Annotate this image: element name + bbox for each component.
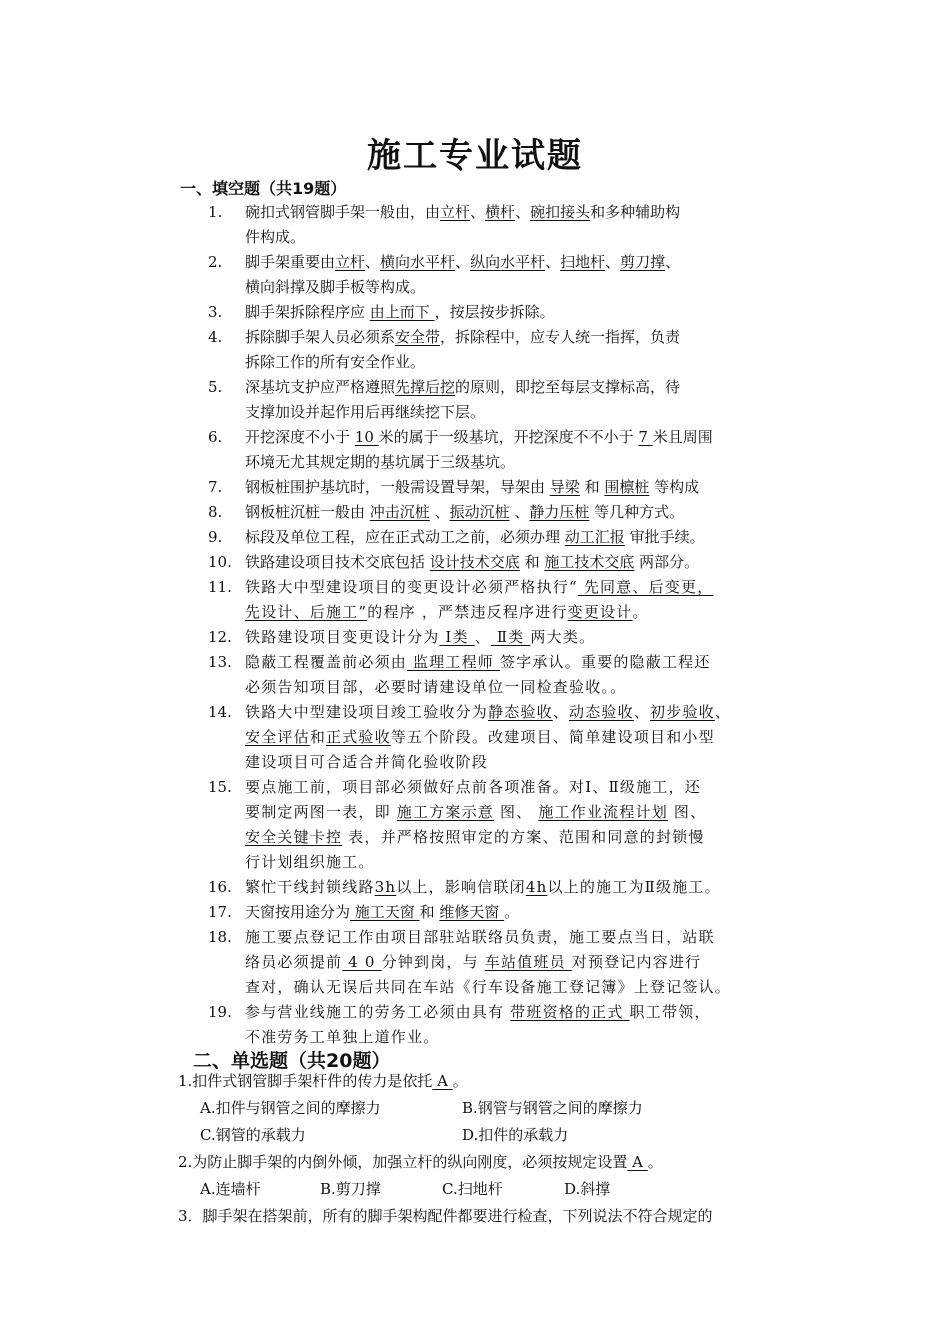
question-text-segment: 要点施工前，项目部必须做好点前各项准备。对Ⅰ、Ⅱ级施工，还 bbox=[245, 778, 701, 796]
question-text-segment: 两大类。 bbox=[530, 628, 596, 646]
mc-option-row bbox=[178, 1122, 838, 1149]
question-number bbox=[208, 225, 245, 250]
answer-blank: 立杆 bbox=[440, 203, 471, 221]
stem-text: 2.为防止脚手架的内倒外倾，加强立杆的纵向刚度，必须按规定设置 bbox=[178, 1153, 628, 1171]
mc-option-row bbox=[178, 1095, 838, 1122]
question-text bbox=[245, 375, 828, 400]
question-text-segment: 络员必须提前 bbox=[245, 953, 343, 971]
question-number bbox=[208, 950, 245, 975]
question-text bbox=[245, 325, 828, 350]
question-text-segment: 开挖深度不小于 bbox=[245, 428, 355, 446]
question-text-segment: 横向斜撑及脚手板等构成。 bbox=[245, 278, 426, 296]
answer-blank: 维修天窗 bbox=[439, 903, 505, 921]
question-text bbox=[245, 875, 828, 900]
mc-option: D.斜撑 bbox=[564, 1180, 611, 1198]
fill-question-continuation bbox=[208, 850, 828, 875]
question-text-segment: 分钟到岗，与 bbox=[381, 953, 485, 971]
question-text-segment: 行计划组织施工。 bbox=[245, 853, 375, 871]
fill-question bbox=[208, 200, 828, 225]
question-text bbox=[245, 300, 828, 325]
question-number: 7. bbox=[208, 478, 223, 496]
question-text bbox=[245, 225, 828, 250]
question-text-segment: 、 bbox=[633, 703, 651, 721]
question-text bbox=[245, 625, 828, 650]
question-number bbox=[208, 600, 245, 625]
fill-question-continuation bbox=[208, 600, 828, 625]
answer-blank: 3h bbox=[374, 878, 397, 896]
question-number: 10. bbox=[208, 553, 232, 571]
question-text-segment: 、 bbox=[429, 503, 450, 521]
question-text-segment: 支撑加设并起作用后再继续挖下层。 bbox=[245, 403, 486, 421]
question-text-segment: 对预登记内容进行 bbox=[571, 953, 702, 971]
question-text-segment: ，拆除程中，应专人统一指挥，负责 bbox=[440, 328, 681, 346]
mc-option: D.扣件的承载力 bbox=[462, 1126, 569, 1144]
question-text-segment: 深基坑支护应严格遵照 bbox=[245, 378, 396, 396]
question-text-segment: 脚手架重要由 bbox=[245, 253, 336, 271]
question-text-segment: 图、 bbox=[493, 803, 539, 821]
fill-question-continuation bbox=[208, 725, 828, 750]
question-text-segment: 以上的施工为Ⅱ级施工。 bbox=[547, 878, 721, 896]
question-text-segment: 、 bbox=[665, 253, 681, 271]
question-text bbox=[245, 950, 828, 975]
question-number: 19. bbox=[208, 1003, 232, 1021]
answer-blank: 横杆 bbox=[485, 203, 516, 221]
question-text bbox=[245, 975, 828, 1000]
fill-question bbox=[208, 300, 828, 325]
fill-question bbox=[208, 625, 828, 650]
answer-blank: 横向水平杆 bbox=[380, 253, 456, 271]
question-text bbox=[245, 650, 828, 675]
question-text bbox=[245, 525, 828, 550]
question-text-segment: 和 bbox=[309, 728, 327, 746]
answer-blank: 施工方案示意 bbox=[396, 803, 494, 821]
question-text-segment: 标段及单位工程，应在正式动工之前，必须办理 bbox=[245, 528, 565, 546]
question-text-segment: 签字承认。重要的隐蔽工程还 bbox=[499, 653, 711, 671]
answer-blank: 碗扣接头 bbox=[530, 203, 591, 221]
question-text bbox=[245, 725, 828, 750]
fill-question-continuation bbox=[208, 950, 828, 975]
question-text-segment: 查对，确认无误后共同在车站《行车设备施工登记簿》上登记签认。 bbox=[245, 978, 732, 996]
fill-question bbox=[208, 425, 828, 450]
mc-question-stem bbox=[178, 1068, 838, 1095]
question-text-segment: 和 bbox=[519, 553, 545, 571]
question-text-segment: 、 bbox=[545, 253, 561, 271]
answer-blank: 施工天窗 bbox=[350, 903, 420, 921]
question-text bbox=[245, 600, 828, 625]
question-number: 9. bbox=[208, 528, 223, 546]
question-text-segment: 、 bbox=[714, 703, 732, 721]
answer-blank: 10 bbox=[354, 428, 379, 446]
question-text bbox=[245, 500, 828, 525]
question-text bbox=[245, 850, 828, 875]
question-text-segment: 脚手架拆除程序应 bbox=[245, 303, 370, 321]
question-text-segment: ，按层按步拆除。 bbox=[434, 303, 555, 321]
mc-option: A.连墙杆 bbox=[200, 1180, 261, 1198]
question-text-segment: 件构成。 bbox=[245, 228, 306, 246]
question-text bbox=[245, 750, 828, 775]
question-number bbox=[208, 450, 245, 475]
question-text bbox=[245, 275, 828, 300]
question-text-segment: 、 bbox=[552, 703, 570, 721]
fill-question bbox=[208, 525, 828, 550]
fill-question bbox=[208, 925, 828, 950]
question-number: 6. bbox=[208, 428, 223, 446]
stem-text: 。 bbox=[452, 1072, 468, 1090]
question-number: 5. bbox=[208, 378, 223, 396]
question-number: 15. bbox=[208, 778, 232, 796]
answer-blank: Ⅱ类 bbox=[490, 628, 531, 646]
question-text-segment: 要制定两图一表，即 bbox=[245, 803, 397, 821]
question-text bbox=[245, 550, 828, 575]
fill-question-continuation bbox=[208, 225, 828, 250]
question-text bbox=[245, 475, 828, 500]
question-text bbox=[245, 200, 828, 225]
page-title: 施工专业试题 bbox=[367, 136, 583, 176]
question-text-segment: 的原则，即挖至每层支撑标高，待 bbox=[455, 378, 681, 396]
answer-blank: 7 bbox=[638, 428, 653, 446]
question-text bbox=[245, 675, 828, 700]
mc-question-stem bbox=[178, 1203, 838, 1230]
fill-question-list bbox=[208, 200, 828, 1050]
question-text-segment: 碗扣式钢管脚手架一般由，由 bbox=[245, 203, 441, 221]
question-text-segment: 铁路建设项目变更设计分为 bbox=[245, 628, 440, 646]
question-number bbox=[208, 850, 245, 875]
answer-blank: 先同意、后变更， bbox=[577, 578, 714, 596]
stem-text: 3．脚手架在搭架前，所有的脚手架构配件都要进行检查，下列说法不符合规定的 bbox=[178, 1207, 713, 1225]
question-text-segment: 铁路建设项目技术交底包括 bbox=[245, 553, 430, 571]
fill-question-continuation bbox=[208, 825, 828, 850]
answer-blank: 静态验收 bbox=[488, 703, 553, 721]
question-number: 2. bbox=[208, 253, 223, 271]
question-text bbox=[245, 700, 828, 725]
section-heading-fill: 一、填空题（共19题） bbox=[180, 179, 347, 198]
fill-question bbox=[208, 650, 828, 675]
question-number: 1. bbox=[208, 203, 223, 221]
mc-option-row bbox=[178, 1176, 838, 1203]
question-text-segment: 、 bbox=[509, 503, 530, 521]
mc-option: C.钢管的承载力 bbox=[200, 1126, 306, 1144]
question-text-segment: 。 bbox=[504, 903, 520, 921]
question-text-segment: 和多种辅助构 bbox=[590, 203, 681, 221]
fill-question bbox=[208, 475, 828, 500]
fill-question-continuation bbox=[208, 675, 828, 700]
question-text-segment: 铁路大中型建设项目竣工验收分为 bbox=[245, 703, 489, 721]
mc-question-stem bbox=[178, 1149, 838, 1176]
answer-blank: 动工汇报 bbox=[564, 528, 625, 546]
question-number bbox=[208, 725, 245, 750]
fill-question bbox=[208, 500, 828, 525]
question-number bbox=[208, 750, 245, 775]
question-text bbox=[245, 250, 828, 275]
question-number: 17. bbox=[208, 903, 232, 921]
answer-blank: 动态验收 bbox=[569, 703, 634, 721]
question-text-segment: 隐蔽工程覆盖前必须由 bbox=[245, 653, 408, 671]
answer-blank: 振动沉桩 bbox=[449, 503, 510, 521]
question-text-segment: 审批手续。 bbox=[624, 528, 705, 546]
question-text-segment: 等构成 bbox=[649, 478, 700, 496]
question-text-segment: 两部分。 bbox=[634, 553, 700, 571]
question-number bbox=[208, 800, 245, 825]
mc-option: A.扣件与钢管之间的摩擦力 bbox=[200, 1099, 381, 1117]
answer-blank: 初步验收 bbox=[650, 703, 715, 721]
question-number: 16. bbox=[208, 878, 232, 896]
answer-blank: 4 0 bbox=[342, 953, 382, 971]
answer-blank: 纵向水平杆 bbox=[470, 253, 546, 271]
question-text bbox=[245, 925, 828, 950]
fill-question-continuation bbox=[208, 275, 828, 300]
question-text bbox=[245, 575, 828, 600]
question-number: 4. bbox=[208, 328, 223, 346]
question-text-segment: 环境无尤其规定期的基坑属于三级基坑。 bbox=[245, 453, 516, 471]
question-text-segment: 、 bbox=[605, 253, 621, 271]
question-text-segment: 必须告知项目部，必要时请建设单位一同检查验收。。 bbox=[245, 678, 627, 696]
question-text-segment: 、 bbox=[365, 253, 381, 271]
answer-blank: 车站值班员 bbox=[484, 953, 572, 971]
answer-blank: 设计技术交底 bbox=[429, 553, 520, 571]
question-number: 13. bbox=[208, 653, 232, 671]
question-text bbox=[245, 400, 828, 425]
question-text bbox=[245, 350, 828, 375]
answer-blank: 安全关键卡控 bbox=[245, 828, 343, 846]
question-text-segment: 钢板桩围护基坑时，一般需设置导架，导架由 bbox=[245, 478, 550, 496]
answer-blank: 正式验收 bbox=[326, 728, 391, 746]
question-number bbox=[208, 975, 245, 1000]
fill-question-continuation bbox=[208, 350, 828, 375]
fill-question bbox=[208, 900, 828, 925]
stem-text: 1.扣件式钢管脚手架杆件的传力是依托 bbox=[178, 1072, 433, 1090]
question-text-segment: 繁忙干线封锁线路 bbox=[245, 878, 375, 896]
answer-blank: 安全带 bbox=[395, 328, 441, 346]
question-text-segment: 施工要点登记工作由项目部驻站联络员负责，施工要点当日，站联 bbox=[245, 928, 715, 946]
question-number: 8. bbox=[208, 503, 223, 521]
answer-blank: 扫地杆 bbox=[560, 253, 606, 271]
question-number: 11. bbox=[208, 578, 232, 596]
answer-blank: 先设计、后施工” bbox=[245, 603, 368, 621]
question-text bbox=[245, 775, 828, 800]
answer-blank: 由上而下 bbox=[369, 303, 435, 321]
question-text-segment: 和 bbox=[579, 478, 605, 496]
fill-question bbox=[208, 375, 828, 400]
question-text-segment: 天窗按用途分为 bbox=[245, 903, 351, 921]
question-number: 12. bbox=[208, 628, 232, 646]
mc-question-list bbox=[178, 1068, 838, 1230]
answer-blank: 监理工程师 bbox=[407, 653, 500, 671]
question-number bbox=[208, 350, 245, 375]
question-text-segment: 、 bbox=[455, 253, 471, 271]
question-text-segment: 以上，影响信联闭 bbox=[396, 878, 526, 896]
question-number bbox=[208, 825, 245, 850]
question-text bbox=[245, 800, 828, 825]
question-number bbox=[208, 275, 245, 300]
question-text-segment: 米且周围 bbox=[652, 428, 713, 446]
question-text bbox=[245, 825, 828, 850]
question-text bbox=[245, 900, 828, 925]
question-text-segment: 、 bbox=[470, 203, 486, 221]
answer-blank: 带班资格的正式 bbox=[510, 1003, 630, 1021]
question-number: 3. bbox=[208, 303, 223, 321]
question-text bbox=[245, 1000, 828, 1025]
fill-question-continuation bbox=[208, 800, 828, 825]
question-text-segment: 、 bbox=[474, 628, 491, 646]
fill-question bbox=[208, 775, 828, 800]
answer-blank: 变更设计 bbox=[567, 603, 633, 621]
question-number: 14. bbox=[208, 703, 232, 721]
stem-text: 。 bbox=[647, 1153, 663, 1171]
fill-question bbox=[208, 325, 828, 350]
question-text-segment: 拆除脚手架人员必须系 bbox=[245, 328, 396, 346]
answer-blank: A bbox=[432, 1072, 453, 1090]
answer-blank: 4h bbox=[525, 878, 548, 896]
question-text-segment: 职工带领， bbox=[629, 1003, 711, 1021]
question-number bbox=[208, 400, 245, 425]
question-text-segment: 。 bbox=[632, 603, 649, 621]
question-text-segment: 铁路大中型建设项目的变更设计必须严格执行“ bbox=[245, 578, 578, 596]
answer-blank: 施工作业流程计划 bbox=[538, 803, 668, 821]
fill-question-continuation bbox=[208, 450, 828, 475]
question-text-segment: 和 bbox=[419, 903, 440, 921]
question-text-segment: 、 bbox=[515, 203, 531, 221]
fill-question bbox=[208, 250, 828, 275]
answer-blank: 剪刀撑 bbox=[620, 253, 666, 271]
answer-blank: 立杆 bbox=[335, 253, 366, 271]
answer-blank: 围檩桩 bbox=[604, 478, 650, 496]
fill-question-continuation bbox=[208, 975, 828, 1000]
question-number bbox=[208, 675, 245, 700]
answer-blank: 先撑后挖 bbox=[395, 378, 456, 396]
answer-blank: 静力压桩 bbox=[529, 503, 590, 521]
answer-blank: 施工技术交底 bbox=[544, 553, 635, 571]
question-text-segment: 钢板桩沉桩一般由 bbox=[245, 503, 370, 521]
fill-question bbox=[208, 700, 828, 725]
fill-question bbox=[208, 1000, 828, 1025]
answer-blank: 导梁 bbox=[549, 478, 580, 496]
question-text-segment: 表，并严格按照审定的方案、范围和同意的封锁慢 bbox=[342, 828, 705, 846]
question-text-segment: 等五个阶段。改建项目、简单建设项目和小型 bbox=[390, 728, 715, 746]
question-number: 18. bbox=[208, 928, 232, 946]
question-text-segment: 拆除工作的所有安全作业。 bbox=[245, 353, 426, 371]
mc-option: B.钢管与钢管之间的摩擦力 bbox=[462, 1099, 643, 1117]
question-text-segment: 图、 bbox=[667, 803, 707, 821]
question-text-segment: 米的属于一级基坑，开挖深度不不小于 bbox=[378, 428, 639, 446]
question-text-segment: 不准劳务工单独上道作业。 bbox=[245, 1028, 440, 1046]
fill-question bbox=[208, 550, 828, 575]
fill-question bbox=[208, 575, 828, 600]
fill-question-continuation bbox=[208, 750, 828, 775]
mc-option: C.扫地杆 bbox=[442, 1180, 503, 1198]
question-text-segment: 的程序 ，严禁违反程序进行 bbox=[367, 603, 568, 621]
fill-question bbox=[208, 875, 828, 900]
question-text bbox=[245, 425, 828, 450]
question-text bbox=[245, 450, 828, 475]
answer-blank: A bbox=[627, 1153, 648, 1171]
question-text-segment: 等几种方式。 bbox=[589, 503, 685, 521]
mc-option: B.剪刀撑 bbox=[320, 1180, 381, 1198]
question-text-segment: 参与营业线施工的劳务工必须由具有 bbox=[245, 1003, 511, 1021]
section-heading-mc: 二、单选题（共20题） bbox=[193, 1050, 391, 1072]
question-text-segment: 建设项目可合适合并简化验收阶段 bbox=[245, 753, 489, 771]
fill-question-continuation bbox=[208, 400, 828, 425]
answer-blank: Ⅰ类 bbox=[439, 628, 475, 646]
answer-blank: 冲击沉桩 bbox=[369, 503, 430, 521]
answer-blank: 安全评估 bbox=[245, 728, 310, 746]
